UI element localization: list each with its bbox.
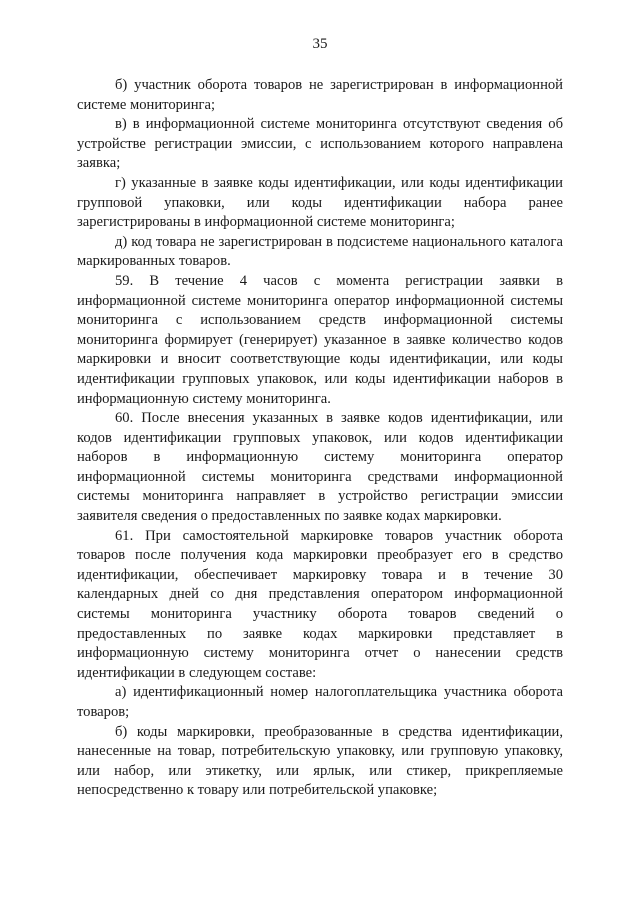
paragraph: 59. В течение 4 часов с момента регистрации заявки в информационной системе мониторинга оператор информационной системы мониторинга с использованием средств информационной системы мониторинга формирует (генерирует) указанное в заявке количество кодов маркировки и вносит соответствующие коды идентификации, или коды идентификации групповых упаковок, или коды идентификации наборов в информационную систему мониторинга.	[77, 272, 563, 407]
paragraph: б) участник оборота товаров не зарегистрирован в информационной системе мониторинга;	[77, 77, 563, 113]
page-number: 35	[312, 36, 328, 52]
paragraph: 61. При самостоятельной маркировке товаров участник оборота товаров после получения кода маркировки преобразует его в средство идентификации, обеспечивает маркировку товара и в течение 30 календарных дней со дня представления оператором информационной системы мониторинга участнику оборота товаров сведений о предоставленных по заявке кодах маркировки представляет в информационную систему мониторинга отчет о нанесении средств идентификации в следующем составе:	[77, 527, 563, 681]
paragraph: г) указанные в заявке коды идентификации, или коды идентификации групповой упаковки, или коды идентификации набора ранее зарегистрированы в информационной системе мониторинга;	[77, 174, 563, 231]
paragraph: б) коды маркировки, преобразованные в средства идентификации, нанесенные на товар, потребительскую упаковку, или групповую упаковку, или набор, или этикетку, или ярлык, или стикер, прикрепляемые непосредственно к товару или потребительской упаковке;	[77, 723, 563, 799]
body-text	[77, 76, 563, 801]
paragraph: 60. После внесения указанных в заявке кодов идентификации, или кодов идентификации групповых упаковок, или кодов идентификации наборов в информационную систему мониторинга оператор информационной системы мониторинга средствами информационной системы мониторинга направляет в устройство регистрации эмиссии заявителя сведения о предоставленных по заявке кодах маркировки.	[77, 410, 563, 525]
paragraph: в) в информационной системе мониторинга отсутствуют сведения об устройстве регистрации эмиссии, с использованием которого направлена заявка;	[77, 116, 563, 172]
paragraph: а) идентификационный номер налогоплательщика участника оборота товаров;	[77, 684, 563, 720]
paragraph: д) код товара не зарегистрирован в подсистеме национального каталога маркированных товаров.	[77, 233, 563, 270]
